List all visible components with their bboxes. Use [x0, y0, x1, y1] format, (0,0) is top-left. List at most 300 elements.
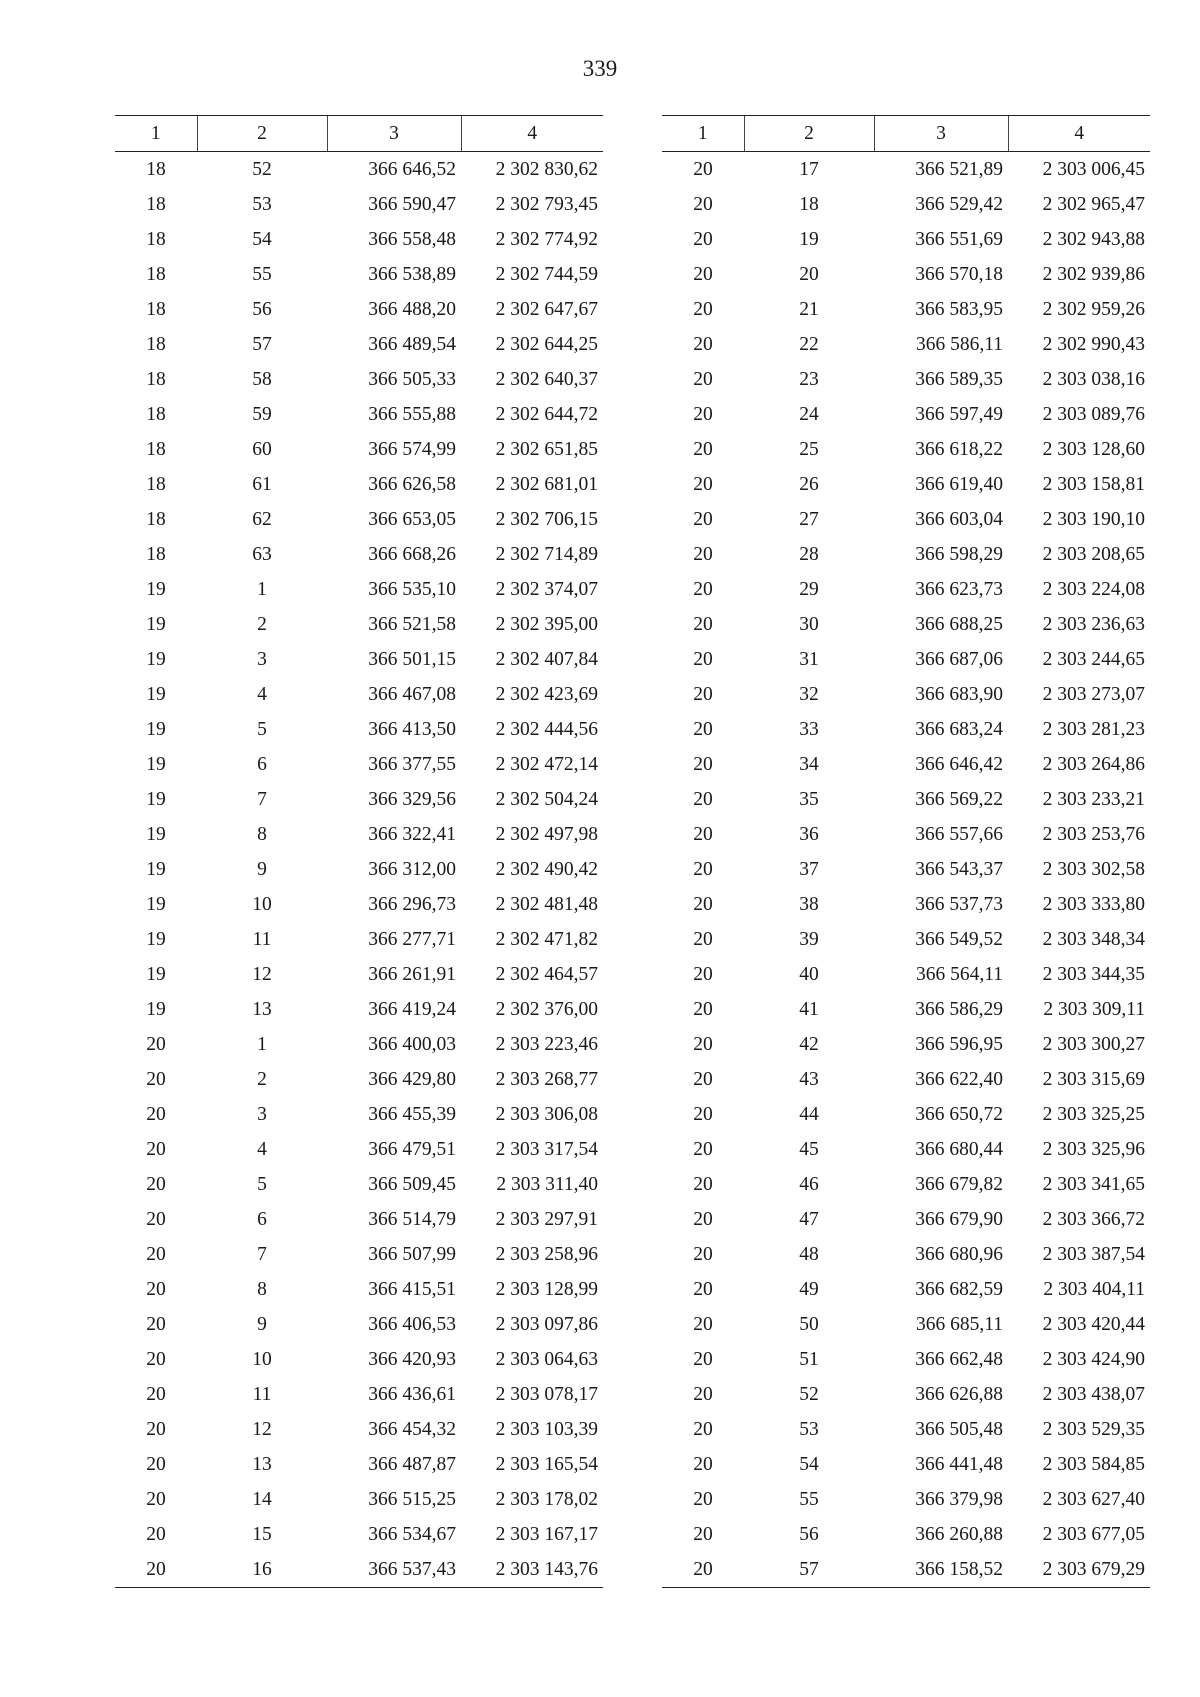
table-cell: 366 619,40 — [915, 473, 1003, 495]
table-cell: 2 302 939,86 — [1042, 263, 1145, 285]
table-cell: 18 — [799, 193, 819, 215]
table-cell: 45 — [799, 1138, 819, 1160]
table-cell: 20 — [693, 858, 713, 880]
table-cell: 20 — [693, 1033, 713, 1055]
column-header-2: 2 — [197, 116, 327, 152]
table-cell: 366 529,42 — [915, 193, 1003, 215]
table-cell: 366 596,95 — [915, 1033, 1003, 1055]
table-cell: 2 302 640,37 — [495, 368, 598, 390]
table-cell: 2 303 253,76 — [1042, 823, 1145, 845]
table-cell: 20 — [693, 753, 713, 775]
table-cell: 20 — [146, 1313, 166, 1335]
table-cell: 18 — [146, 543, 166, 565]
table-cell: 54 — [799, 1453, 819, 1475]
table-cell: 41 — [799, 998, 819, 1020]
table-cell: 18 — [146, 193, 166, 215]
table-row — [115, 677, 603, 712]
table-cell: 19 — [146, 998, 166, 1020]
table-cell: 366 558,48 — [368, 228, 456, 250]
table-cell: 28 — [799, 543, 819, 565]
table-cell: 2 302 497,98 — [495, 823, 598, 845]
table-row — [115, 362, 603, 397]
table-cell: 4 — [257, 1138, 267, 1160]
table-cell: 2 303 529,35 — [1042, 1418, 1145, 1440]
table-cell: 366 680,96 — [915, 1243, 1003, 1265]
table-cell: 2 303 165,54 — [495, 1453, 598, 1475]
table-row — [115, 397, 603, 432]
table-row — [115, 922, 603, 957]
table-row — [115, 1517, 603, 1552]
table-row — [662, 502, 1150, 537]
table-cell: 2 302 464,57 — [495, 963, 598, 985]
table-cell: 20 — [693, 823, 713, 845]
table-cell: 40 — [799, 963, 819, 985]
table-cell: 366 260,88 — [915, 1523, 1003, 1545]
table-cell: 19 — [799, 228, 819, 250]
table-cell: 366 322,41 — [368, 823, 456, 845]
table-row — [662, 362, 1150, 397]
table-row — [662, 607, 1150, 642]
table-cell: 2 302 651,85 — [495, 438, 598, 460]
table-cell: 20 — [693, 1453, 713, 1475]
table-cell: 53 — [799, 1418, 819, 1440]
table-row — [662, 1027, 1150, 1062]
table-cell: 366 685,11 — [915, 1313, 1003, 1335]
table-cell: 20 — [693, 928, 713, 950]
table-row — [662, 852, 1150, 887]
table-cell: 2 302 774,92 — [495, 228, 598, 250]
table-cell: 19 — [146, 858, 166, 880]
table-row — [115, 537, 603, 572]
table-row — [662, 782, 1150, 817]
table-cell: 18 — [146, 368, 166, 390]
table-cell: 20 — [693, 1488, 713, 1510]
table-row — [115, 502, 603, 537]
table-cell: 366 537,73 — [915, 893, 1003, 915]
table-cell: 47 — [799, 1208, 819, 1230]
table-cell: 5 — [257, 718, 267, 740]
table-cell: 2 303 281,23 — [1042, 718, 1145, 740]
table-cell: 366 436,61 — [368, 1383, 456, 1405]
table-cell: 20 — [693, 543, 713, 565]
table-cell: 2 303 167,17 — [495, 1523, 598, 1545]
table-cell: 2 303 306,08 — [495, 1103, 598, 1125]
table-cell: 57 — [744, 1552, 874, 1588]
table-cell: 2 302 376,00 — [495, 998, 598, 1020]
table-cell: 2 302 943,88 — [1042, 228, 1145, 250]
table-cell: 33 — [799, 718, 819, 740]
table-row — [662, 257, 1150, 292]
table-row — [662, 992, 1150, 1027]
table-cell: 2 302 504,24 — [495, 788, 598, 810]
table-row — [115, 1377, 603, 1412]
table-row — [662, 817, 1150, 852]
table-row — [115, 1342, 603, 1377]
table-cell: 20 — [693, 158, 713, 180]
table-cell: 10 — [252, 893, 272, 915]
table-row — [662, 1517, 1150, 1552]
table-row — [662, 432, 1150, 467]
table-cell: 366 488,20 — [368, 298, 456, 320]
table-cell: 2 303 404,11 — [1043, 1278, 1145, 1300]
table-cell: 2 302 959,26 — [1042, 298, 1145, 320]
table-cell: 20 — [693, 1348, 713, 1370]
table-cell: 2 — [257, 1068, 267, 1090]
table-row — [115, 1272, 603, 1307]
table-cell: 20 — [146, 1348, 166, 1370]
table-cell: 20 — [693, 403, 713, 425]
table-cell: 20 — [693, 998, 713, 1020]
table-row — [115, 1027, 603, 1062]
table-header — [662, 116, 1150, 152]
table-cell: 20 — [693, 298, 713, 320]
table-cell: 20 — [693, 893, 713, 915]
table-cell: 2 303 064,63 — [495, 1348, 598, 1370]
table-cell: 20 — [693, 1103, 713, 1125]
table-cell: 55 — [799, 1488, 819, 1510]
table-cell: 2 303 233,21 — [1042, 788, 1145, 810]
table-cell: 23 — [799, 368, 819, 390]
table-cell: 19 — [146, 613, 166, 635]
table-row — [115, 642, 603, 677]
table-cell: 3 — [257, 1103, 267, 1125]
table-cell: 366 505,48 — [915, 1418, 1003, 1440]
table-cell: 2 302 644,25 — [495, 333, 598, 355]
table-row — [662, 397, 1150, 432]
table-cell: 2 303 325,25 — [1042, 1103, 1145, 1125]
table-cell: 366 158,52 — [874, 1552, 1008, 1588]
table-cell: 19 — [146, 753, 166, 775]
table-row — [115, 782, 603, 817]
table-cell: 20 — [693, 1313, 713, 1335]
column-header-1: 1 — [662, 116, 744, 152]
table-cell: 2 303 208,65 — [1042, 543, 1145, 565]
table-cell: 18 — [146, 508, 166, 530]
table-cell: 20 — [146, 1068, 166, 1090]
table-cell: 59 — [252, 403, 272, 425]
table-cell: 44 — [799, 1103, 819, 1125]
table-cell: 19 — [146, 683, 166, 705]
table-cell: 366 419,24 — [368, 998, 456, 1020]
table-cell: 20 — [693, 578, 713, 600]
table-cell: 366 406,53 — [368, 1313, 456, 1335]
column-header-3: 3 — [327, 116, 461, 152]
column-header-2: 2 — [744, 116, 874, 152]
table-cell: 2 303 420,44 — [1042, 1313, 1145, 1335]
table-cell: 46 — [799, 1173, 819, 1195]
table-row — [662, 1412, 1150, 1447]
table-cell: 7 — [257, 788, 267, 810]
table-cell: 366 570,18 — [915, 263, 1003, 285]
table-cell: 20 — [693, 1278, 713, 1300]
table-cell: 366 441,48 — [915, 1453, 1003, 1475]
table-cell: 2 303 078,17 — [495, 1383, 598, 1405]
table-cell: 2 302 681,01 — [495, 473, 598, 495]
table-cell: 21 — [799, 298, 819, 320]
table-row — [115, 1132, 603, 1167]
table-cell: 366 586,29 — [915, 998, 1003, 1020]
table-row — [662, 1167, 1150, 1202]
table-cell: 20 — [115, 1552, 197, 1588]
table-cell: 19 — [146, 823, 166, 845]
table-cell: 366 509,45 — [368, 1173, 456, 1195]
table-row — [662, 1132, 1150, 1167]
table-cell: 20 — [146, 1488, 166, 1510]
table-row — [115, 327, 603, 362]
table-cell: 20 — [693, 1418, 713, 1440]
table-cell: 14 — [252, 1488, 272, 1510]
table-cell: 42 — [799, 1033, 819, 1055]
table-row — [115, 187, 603, 222]
table-cell: 20 — [693, 1208, 713, 1230]
table-cell: 366 564,11 — [915, 963, 1003, 985]
table-cell: 366 662,48 — [915, 1348, 1003, 1370]
table-cell: 2 303 627,40 — [1042, 1488, 1145, 1510]
table-cell: 366 683,24 — [915, 718, 1003, 740]
table-cell: 8 — [257, 823, 267, 845]
table-cell: 366 507,99 — [368, 1243, 456, 1265]
table-cell: 9 — [257, 1313, 267, 1335]
table-cell: 366 501,15 — [368, 648, 456, 670]
table-cell: 366 623,73 — [915, 578, 1003, 600]
page-number: 339 — [582, 56, 618, 81]
table-cell: 18 — [146, 438, 166, 460]
table-row — [662, 1272, 1150, 1307]
table-cell: 366 603,04 — [915, 508, 1003, 530]
table-row — [662, 327, 1150, 362]
table-cell: 2 303 341,65 — [1042, 1173, 1145, 1195]
table-cell: 2 303 006,45 — [1042, 158, 1145, 180]
table-cell: 5 — [257, 1173, 267, 1195]
table-cell: 2 303 344,35 — [1042, 963, 1145, 985]
table-cell: 2 302 490,42 — [495, 858, 598, 880]
table-cell: 61 — [252, 473, 272, 495]
coordinates-table-right — [662, 115, 1150, 1588]
table-cell: 2 303 333,80 — [1042, 893, 1145, 915]
table-row — [115, 222, 603, 257]
table-cell: 2 302 706,15 — [495, 508, 598, 530]
table-cell: 20 — [693, 193, 713, 215]
table-cell: 20 — [693, 788, 713, 810]
table-cell: 2 302 744,59 — [495, 263, 598, 285]
coordinates-table-left — [115, 115, 603, 1588]
table-cell: 2 303 268,77 — [495, 1068, 598, 1090]
table-cell: 20 — [693, 718, 713, 740]
table-cell: 20 — [693, 368, 713, 390]
table-cell: 63 — [252, 543, 272, 565]
table-row — [662, 1202, 1150, 1237]
table-cell: 18 — [146, 473, 166, 495]
table-row — [115, 572, 603, 607]
table-row — [662, 467, 1150, 502]
table-cell: 2 303 387,54 — [1042, 1243, 1145, 1265]
table-cell: 2 303 143,76 — [461, 1552, 603, 1588]
table-cell: 366 589,35 — [915, 368, 1003, 390]
table-cell: 18 — [146, 403, 166, 425]
table-cell: 60 — [252, 438, 272, 460]
table-cell: 18 — [146, 298, 166, 320]
table-cell: 19 — [146, 578, 166, 600]
table-cell: 52 — [799, 1383, 819, 1405]
table-cell: 366 329,56 — [368, 788, 456, 810]
table-cell: 366 521,58 — [368, 613, 456, 635]
table-cell: 20 — [693, 683, 713, 705]
table-row — [662, 1447, 1150, 1482]
table-cell: 20 — [146, 1453, 166, 1475]
table-row — [662, 747, 1150, 782]
table-cell: 2 303 128,60 — [1042, 438, 1145, 460]
table-cell: 366 646,42 — [915, 753, 1003, 775]
table-cell: 2 302 644,72 — [495, 403, 598, 425]
table-row — [662, 1307, 1150, 1342]
table-cell: 2 303 223,46 — [495, 1033, 598, 1055]
table-cell: 366 597,49 — [915, 403, 1003, 425]
table-cell: 2 302 793,45 — [495, 193, 598, 215]
table-row — [662, 572, 1150, 607]
table-cell: 366 574,99 — [368, 438, 456, 460]
table-cell: 366 537,43 — [327, 1552, 461, 1588]
table-cell: 7 — [257, 1243, 267, 1265]
table-cell: 366 538,89 — [368, 263, 456, 285]
table-cell: 20 — [662, 1552, 744, 1588]
table-cell: 12 — [252, 963, 272, 985]
table-row — [662, 1482, 1150, 1517]
table-cell: 49 — [799, 1278, 819, 1300]
table-cell: 32 — [799, 683, 819, 705]
table-row — [662, 957, 1150, 992]
table-cell: 2 303 325,96 — [1042, 1138, 1145, 1160]
table-cell: 20 — [146, 1103, 166, 1125]
table-cell: 20 — [693, 333, 713, 355]
table-row — [115, 1552, 603, 1588]
table-cell: 2 302 374,07 — [495, 578, 598, 600]
table-cell: 3 — [257, 648, 267, 670]
table-cell: 2 303 348,34 — [1042, 928, 1145, 950]
table-cell: 2 302 407,84 — [495, 648, 598, 670]
table-cell: 57 — [252, 333, 272, 355]
table-cell: 20 — [146, 1383, 166, 1405]
table-row — [115, 1202, 603, 1237]
table-cell: 20 — [146, 1033, 166, 1055]
table-cell: 20 — [693, 263, 713, 285]
table-cell: 2 303 258,96 — [495, 1243, 598, 1265]
table-cell: 366 505,33 — [368, 368, 456, 390]
table-cell: 13 — [252, 998, 272, 1020]
table-cell: 2 302 830,62 — [495, 158, 598, 180]
table-cell: 20 — [693, 473, 713, 495]
table-cell: 2 302 481,48 — [495, 893, 598, 915]
table-cell: 2 302 471,82 — [495, 928, 598, 950]
table-cell: 19 — [146, 963, 166, 985]
table-cell: 18 — [146, 263, 166, 285]
table-cell: 53 — [252, 193, 272, 215]
table-cell: 366 277,71 — [368, 928, 456, 950]
table-cell: 366 515,25 — [368, 1488, 456, 1510]
table-cell: 366 454,32 — [368, 1418, 456, 1440]
table-row — [115, 152, 603, 188]
table-cell: 2 303 190,10 — [1042, 508, 1145, 530]
table-row — [115, 712, 603, 747]
table-cell: 27 — [799, 508, 819, 530]
table-cell: 51 — [799, 1348, 819, 1370]
table-cell: 36 — [799, 823, 819, 845]
table-row — [115, 607, 603, 642]
table-cell: 20 — [693, 613, 713, 635]
table-cell: 20 — [146, 1243, 166, 1265]
table-cell: 48 — [799, 1243, 819, 1265]
table-cell: 366 618,22 — [915, 438, 1003, 460]
table-cell: 20 — [693, 1523, 713, 1545]
table-cell: 20 — [693, 1138, 713, 1160]
table-cell: 2 302 647,67 — [495, 298, 598, 320]
table-cell: 366 296,73 — [368, 893, 456, 915]
table-cell: 1 — [257, 578, 267, 600]
table-row — [662, 222, 1150, 257]
table-cell: 366 521,89 — [915, 158, 1003, 180]
table-cell: 366 650,72 — [915, 1103, 1003, 1125]
table-cell: 2 303 300,27 — [1042, 1033, 1145, 1055]
table-cell: 18 — [146, 158, 166, 180]
table-cell: 366 400,03 — [368, 1033, 456, 1055]
table-row — [662, 712, 1150, 747]
table-cell: 39 — [799, 928, 819, 950]
table-cell: 366 489,54 — [368, 333, 456, 355]
table-row — [115, 747, 603, 782]
table-row — [662, 152, 1150, 188]
table-cell: 2 303 264,86 — [1042, 753, 1145, 775]
table-cell: 29 — [799, 578, 819, 600]
table-cell: 366 535,10 — [368, 578, 456, 600]
table-cell: 17 — [799, 158, 819, 180]
table-row — [115, 1062, 603, 1097]
table-cell: 366 420,93 — [368, 1348, 456, 1370]
table-cell: 19 — [146, 718, 166, 740]
table-cell: 366 622,40 — [915, 1068, 1003, 1090]
table-row — [115, 1447, 603, 1482]
table-cell: 1 — [257, 1033, 267, 1055]
table-cell: 20 — [693, 1068, 713, 1090]
table-cell: 366 679,90 — [915, 1208, 1003, 1230]
table-row — [115, 957, 603, 992]
table-cell: 366 549,52 — [915, 928, 1003, 950]
table-cell: 19 — [146, 893, 166, 915]
table-cell: 2 303 128,99 — [495, 1278, 598, 1300]
table-cell: 366 534,67 — [368, 1523, 456, 1545]
table-cell: 4 — [257, 683, 267, 705]
table-row — [115, 1307, 603, 1342]
table-cell: 366 626,58 — [368, 473, 456, 495]
table-cell: 2 303 297,91 — [495, 1208, 598, 1230]
table-cell: 366 415,51 — [368, 1278, 456, 1300]
table-cell: 2 303 677,05 — [1042, 1523, 1145, 1545]
table-cell: 9 — [257, 858, 267, 880]
table-row — [115, 852, 603, 887]
table-cell: 366 682,59 — [915, 1278, 1003, 1300]
table-cell: 24 — [799, 403, 819, 425]
table-cell: 366 679,82 — [915, 1173, 1003, 1195]
table-cell: 2 303 366,72 — [1042, 1208, 1145, 1230]
table-cell: 366 543,37 — [915, 858, 1003, 880]
table-cell: 366 479,51 — [368, 1138, 456, 1160]
table-cell: 2 302 714,89 — [495, 543, 598, 565]
table-cell: 2 303 224,08 — [1042, 578, 1145, 600]
table-cell: 2 302 423,69 — [495, 683, 598, 705]
table-cell: 2 303 089,76 — [1042, 403, 1145, 425]
table-row — [662, 677, 1150, 712]
table-cell: 20 — [146, 1278, 166, 1300]
table-cell: 2 303 302,58 — [1042, 858, 1145, 880]
table-cell: 31 — [799, 648, 819, 670]
